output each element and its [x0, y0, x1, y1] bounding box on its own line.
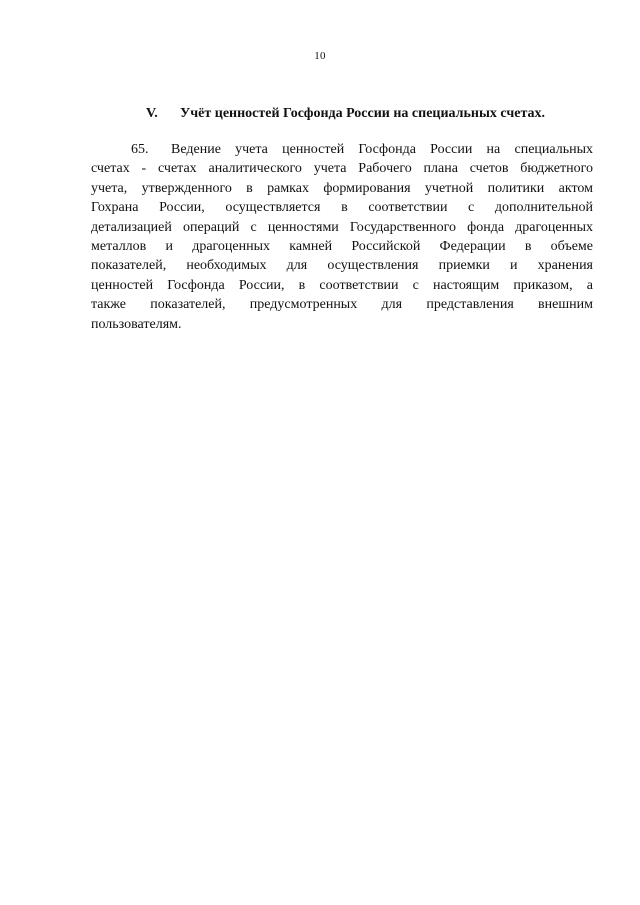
paragraph-line: ценностей Госфонда России, в соответствии с настоящим приказом, а	[91, 277, 593, 293]
section-title: Учёт ценностей Госфонда России на специальных счетах.	[180, 106, 546, 121]
paragraph-65	[91, 140, 593, 334]
paragraph-line-text: Ведение учета ценностей Госфонда России на специальных	[171, 142, 593, 157]
paragraph-number: 65.	[131, 142, 149, 157]
paragraph-line: металлов и драгоценных камней Российской Федерации в объеме	[91, 238, 593, 254]
section-heading	[146, 106, 545, 122]
paragraph-line: пользователям.	[91, 316, 182, 332]
paragraph-line: счетах - счетах аналитического учета Рабочего плана счетов бюджетного	[91, 161, 593, 177]
section-roman-numeral: V.	[146, 106, 158, 121]
paragraph-line: Гохрана России, осуществляется в соответствии с дополнительной	[91, 200, 593, 216]
paragraph-line: также показателей, предусмотренных для представления внешним	[91, 297, 593, 313]
paragraph-line: показателей, необходимых для осуществления приемки и хранения	[91, 258, 593, 274]
page-number: 10	[314, 50, 326, 62]
paragraph-line	[91, 140, 593, 159]
paragraph-line: учета, утвержденного в рамках формирования учетной политики актом	[91, 180, 593, 196]
paragraph-line: детализацией операций с ценностями Государственного фонда драгоценных	[91, 219, 593, 235]
